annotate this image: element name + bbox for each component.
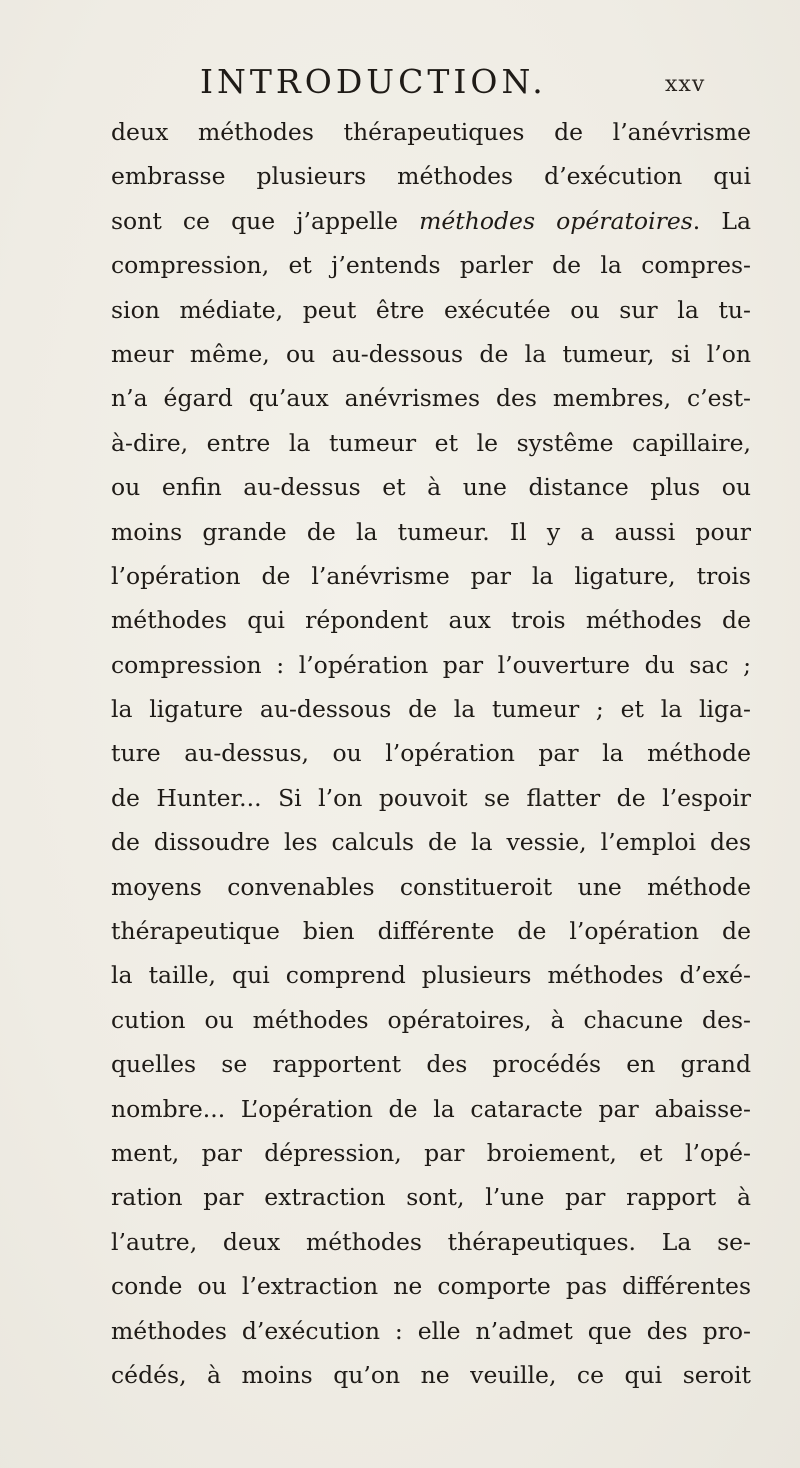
text-segment: meur même, ou au-dessous de la tumeur, si l’on: [111, 339, 751, 368]
text-line: [111, 1353, 751, 1397]
text-segment: moyens convenables constitueroit une méthode: [111, 872, 751, 901]
text-segment: méthodes d’exécution : elle n’admet que des pro-: [111, 1316, 751, 1345]
text-segment: l’opération de l’anévrisme par la ligature, trois: [111, 561, 751, 590]
text-segment: de dissoudre les calculs de la vessie, l’emploi des: [111, 828, 751, 857]
text-segment: ou enfin au-dessus et à une distance plus ou: [111, 473, 751, 502]
running-head: [200, 62, 740, 102]
text-line: [111, 465, 751, 509]
text-segment: la taille, qui comprend plusieurs méthodes d’exé-: [111, 961, 751, 990]
text-segment: thérapeutique bien différente de l’opération de: [111, 917, 751, 946]
text-line: [111, 1042, 751, 1086]
page-number: xxv: [665, 72, 706, 97]
text-line: [111, 243, 751, 287]
text-line: [111, 776, 751, 820]
text-segment: l’autre, deux méthodes thérapeutiques. La se-: [111, 1227, 751, 1256]
text-segment: cédés, à moins qu’on ne veuille, ce qui seroit: [111, 1360, 751, 1389]
text-segment: conde ou l’extraction ne comporte pas différentes: [111, 1272, 751, 1301]
text-line: [111, 1309, 751, 1353]
text-segment: sont ce que j’appelle: [111, 206, 420, 235]
text-segment: de Hunter... Si l’on pouvoit se flatter de l’espoir: [111, 783, 751, 812]
text-segment: ture au-dessus, ou l’opération par la méthode: [111, 739, 751, 768]
text-line: [111, 687, 751, 731]
text-segment: nombre... L’opération de la cataracte par abaisse-: [111, 1094, 751, 1123]
italic-segment: méthodes opératoires: [419, 206, 693, 235]
body-text: [111, 110, 751, 1397]
text-segment: embrasse plusieurs méthodes d’exécution qui: [111, 162, 751, 191]
text-line: [111, 332, 751, 376]
text-line: [111, 1131, 751, 1175]
text-line: [111, 376, 751, 420]
text-line: [111, 421, 751, 465]
text-segment: n’a égard qu’aux anévrismes des membres, c’est-: [111, 384, 751, 413]
text-line: [111, 1220, 751, 1264]
text-segment: méthodes qui répondent aux trois méthodes de: [111, 606, 751, 635]
text-segment: la ligature au-dessous de la tumeur ; et la liga-: [111, 695, 751, 724]
text-line: [111, 820, 751, 864]
text-segment: quelles se rapportent des procédés en grand: [111, 1050, 751, 1079]
text-line: [111, 510, 751, 554]
text-segment: ment, par dépression, par broiement, et l’opé-: [111, 1138, 751, 1167]
text-line: [111, 1087, 751, 1131]
text-line: [111, 598, 751, 642]
text-line: [111, 1175, 751, 1219]
text-line: [111, 110, 751, 154]
text-line: [111, 953, 751, 997]
running-title: INTRODUCTION.: [200, 62, 547, 101]
text-line: [111, 199, 751, 243]
text-line: [111, 909, 751, 953]
text-line: [111, 554, 751, 598]
text-segment: compression : l’opération par l’ouverture du sac ;: [111, 650, 751, 679]
text-line: [111, 1264, 751, 1308]
text-segment: cution ou méthodes opératoires, à chacune des-: [111, 1005, 751, 1034]
text-segment: moins grande de la tumeur. Il y a aussi pour: [111, 517, 751, 546]
text-segment: . La: [692, 206, 751, 235]
text-segment: deux méthodes thérapeutiques de l’anévrisme: [111, 118, 751, 146]
text-segment: à-dire, entre la tumeur et le systême capillaire,: [111, 428, 751, 457]
text-segment: ration par extraction sont, l’une par rapport à: [111, 1183, 751, 1212]
text-line: [111, 865, 751, 909]
text-line: [111, 288, 751, 332]
text-segment: compression, et j’entends parler de la compres-: [111, 251, 751, 280]
text-line: [111, 643, 751, 687]
text-segment: sion médiate, peut être exécutée ou sur la tu-: [111, 295, 751, 324]
text-line: [111, 998, 751, 1042]
text-line: [111, 154, 751, 198]
text-line: [111, 731, 751, 775]
